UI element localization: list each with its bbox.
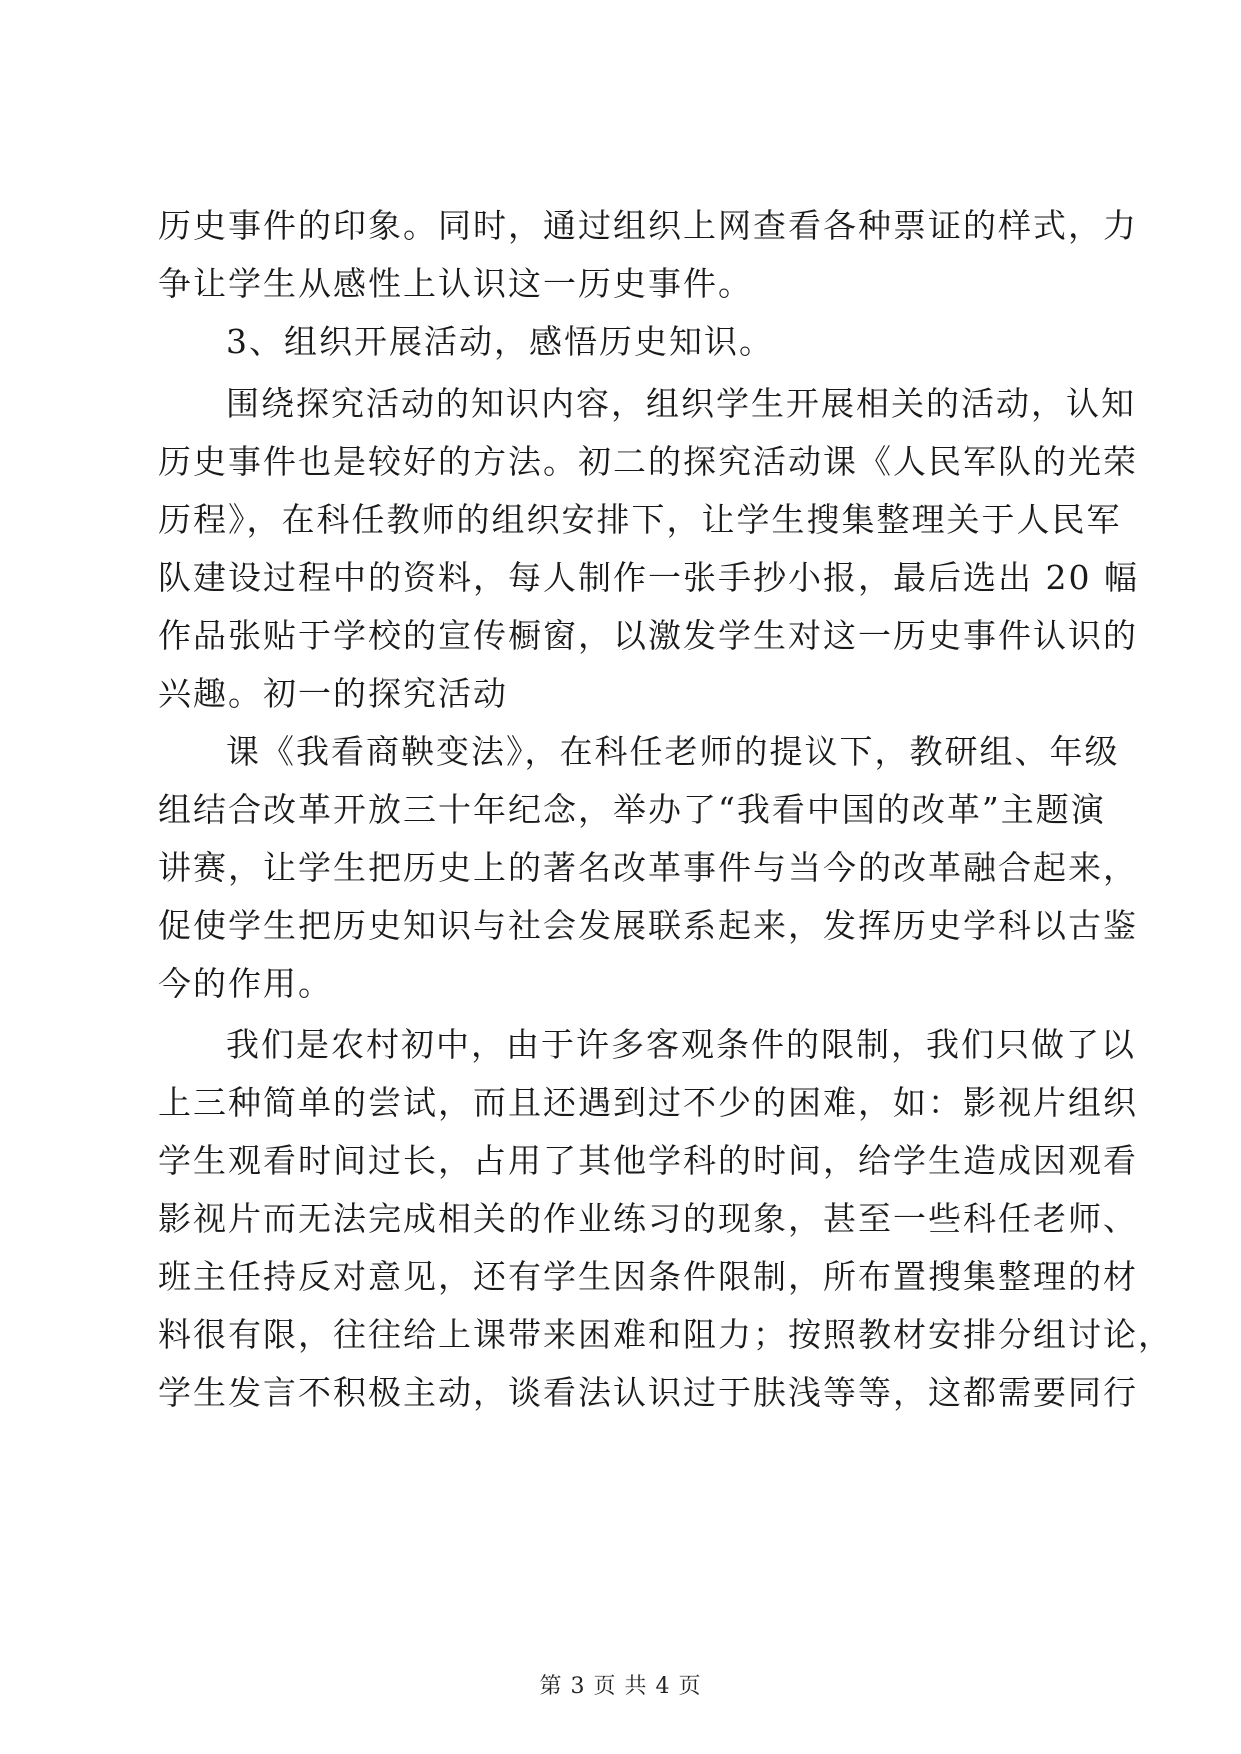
text-line: 促使学生把历史知识与社会发展联系起来，发挥历史学科以古鉴 — [158, 906, 1138, 945]
text-line: 学生发言不积极主动，谈看法认识过于肤浅等等，这都需要同行 — [158, 1373, 1138, 1412]
text-line: 围绕探究活动的知识内容，组织学生开展相关的活动，认知 — [226, 384, 1136, 423]
text-line: 料很有限，往往给上课带来困难和阻力；按照教材安排分组讨论， — [158, 1315, 1173, 1354]
text-line: 今的作用。 — [158, 964, 333, 1003]
text-line: 组结合改革开放三十年纪念，举办了“我看中国的改革”主题演 — [158, 790, 1106, 829]
text-line: 作品张贴于学校的宣传橱窗，以激发学生对这一历史事件认识的 — [158, 616, 1138, 655]
text-line: 历史事件也是较好的方法。初二的探究活动课《人民军队的光荣 — [158, 442, 1138, 481]
text-line: 上三种简单的尝试，而且还遇到过不少的困难，如：影视片组织 — [158, 1083, 1138, 1122]
text-line: 我们是农村初中，由于许多客观条件的限制，我们只做了以 — [226, 1025, 1136, 1064]
text-line: 班主任持反对意见，还有学生因条件限制，所布置搜集整理的材 — [158, 1257, 1138, 1296]
text-line: 课《我看商鞅变法》，在科任老师的提议下，教研组、年级 — [226, 732, 1120, 771]
text-line: 学生观看时间过长，占用了其他学科的时间，给学生造成因观看 — [158, 1141, 1138, 1180]
section-heading: 3、组织开展活动，感悟历史知识。 — [226, 322, 774, 361]
page-number-footer: 第 3 页 共 4 页 — [539, 1674, 702, 1699]
text-line: 历程》，在科任教师的组织安排下，让学生搜集整理关于人民军 — [158, 500, 1122, 539]
text-line: 讲赛，让学生把历史上的著名改革事件与当今的改革融合起来， — [158, 848, 1138, 887]
text-line: 争让学生从感性上认识这一历史事件。 — [158, 264, 753, 303]
text-line: 历史事件的印象。同时，通过组织上网查看各种票证的样式，力 — [158, 206, 1138, 245]
text-line: 影视片而无法完成相关的作业练习的现象，甚至一些科任老师、 — [158, 1199, 1138, 1238]
text-line: 队建设过程中的资料，每人制作一张手抄小报，最后选出 20 幅 — [158, 558, 1139, 597]
text-line: 兴趣。初一的探究活动 — [158, 674, 508, 713]
